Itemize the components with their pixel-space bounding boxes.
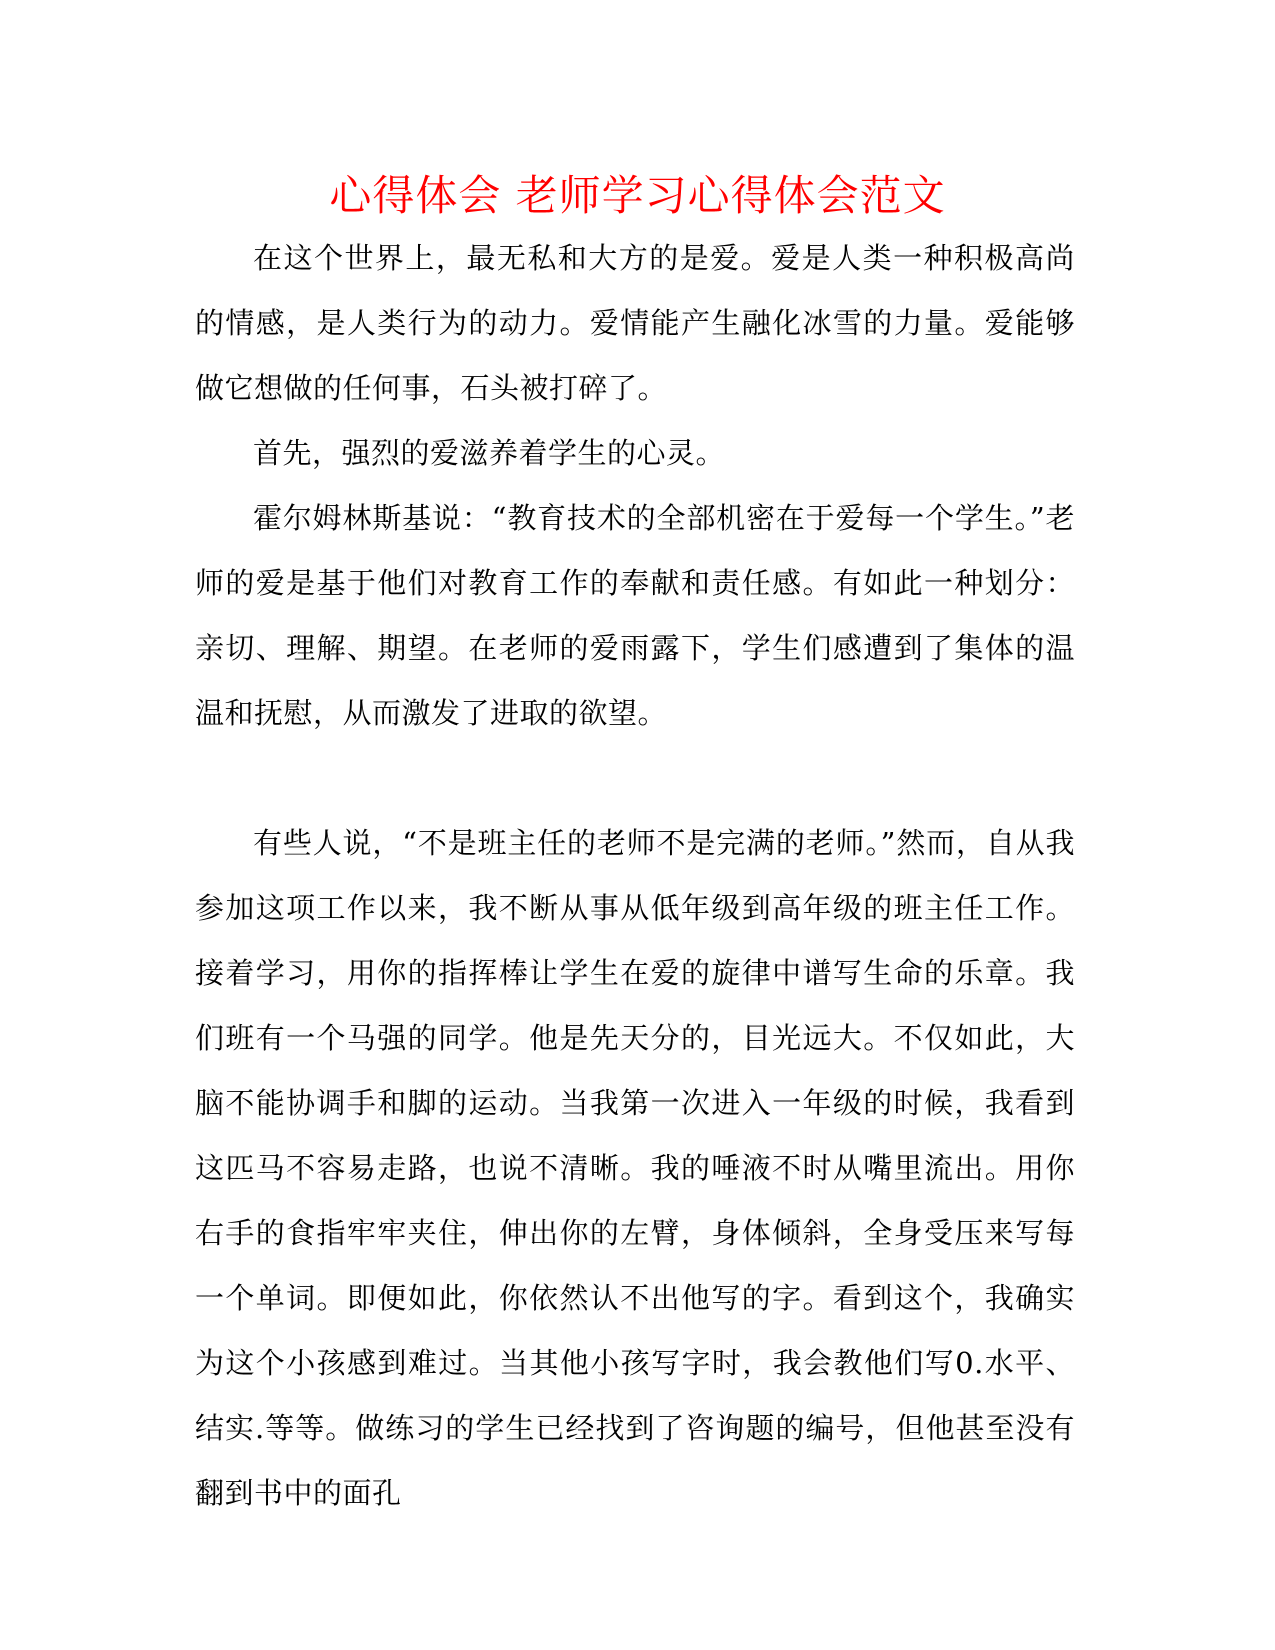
document-body: [195, 226, 1075, 1526]
paragraph-spacer: [195, 746, 1075, 811]
document-title: 心得体会 老师学习心得体会范文: [329, 171, 946, 220]
paragraph-2: 首先，强烈的爱滋养着学生的心灵。: [253, 436, 726, 470]
paragraph-1: 在这个世界上，最无私和大方的是爱。爱是人类一种积极高尚的情感，是人类行为的动力。爱情能产生融化冰雪的力量。爱能够做它想做的任何事，石头被打碎了。: [195, 241, 1075, 405]
paragraph-3: 霍尔姆林斯基说：“教育技术的全部机密在于爱每一个学生。”老师的爱是基于他们对教育工作的奉献和责任感。有如此一种划分：亲切、理解、期望。在老师的爱雨露下，学生们感遭到了集体的温温和抚慰，从而激发了进取的欲望。: [195, 501, 1075, 730]
paragraph-4: 有些人说，“不是班主任的老师不是完满的老师。”然而，自从我参加这项工作以来，我不断从事从低年级到高年级的班主任工作。接着学习，用你的指挥棒让学生在爱的旋律中谱写生命的乐章。我们班有一个马强的同学。他是先天分的，目光远大。不仅如此，大脑不能协调手和脚的运动。当我第一次进入一年级的时候，我看到这匹马不容易走路，也说不清晰。我的唾液不时从嘴里流出。用你右手的食指牢牢夹住，伸出你的左臂，身体倾斜，全身受压来写每一个单词。即便如此，你依然认不出他写的字。看到这个，我确实为这个小孩感到难过。当其他小孩写字时，我会教他们写0.水平、结实.等等。做练习的学生已经找到了咨询题的编号，但他甚至没有翻到书中的面孔: [195, 826, 1075, 1510]
